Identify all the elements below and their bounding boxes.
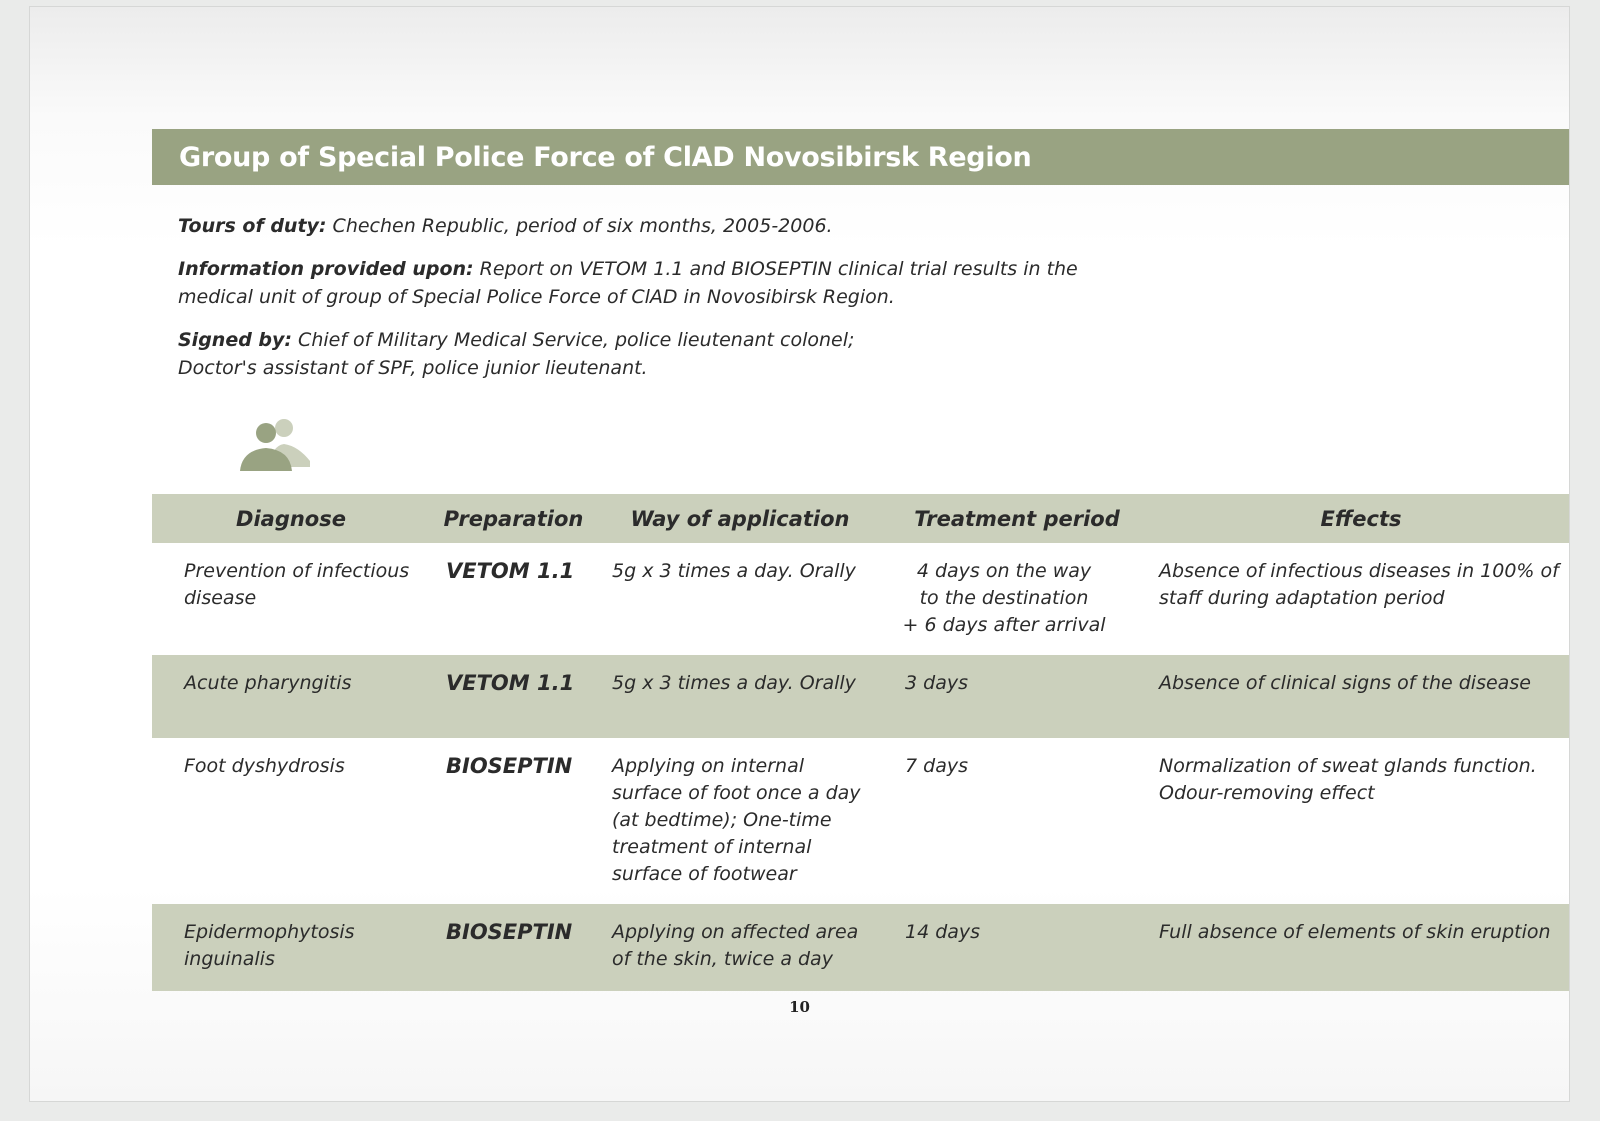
cell-way-of-application: Applying on internal surface of foot once a day (at bedtime); One-time treatment of internal surface of footwear	[612, 755, 861, 885]
cell-way-of-application: 5g x 3 times a day. Orally	[612, 560, 856, 582]
cell-treatment-period	[883, 543, 1151, 655]
period-line: + 6 days after arrival	[902, 614, 1106, 636]
cell-diagnose: Epidermophytosis inguinalis	[184, 921, 355, 970]
cell-effects: Absence of infectious diseases in 100% of staff during adaptation period	[1159, 560, 1559, 609]
info-label: Information provided upon:	[178, 258, 474, 280]
table-row	[152, 738, 1570, 904]
people-icon	[240, 415, 312, 471]
treatment-table	[152, 494, 1570, 991]
info-section	[178, 212, 1158, 397]
tours-of-duty	[178, 212, 1158, 240]
table-row	[152, 543, 1570, 655]
cell-effects: Absence of clinical signs of the disease	[1159, 672, 1531, 694]
cell-treatment-period: 3 days	[905, 672, 968, 694]
page-number: 10	[789, 998, 810, 1016]
header-treatment-period: Treatment period	[914, 506, 1120, 531]
cell-effects: Normalization of sweat glands function. Odour-removing effect	[1159, 755, 1537, 804]
signed-line-1: Chief of Military Medical Service, police lieutenant colonel;	[292, 329, 855, 351]
title-bar	[152, 129, 1570, 185]
page-title: Group of Special Police Force of ClAD Novosibirsk Region	[179, 141, 1032, 173]
tours-label: Tours of duty:	[178, 215, 327, 237]
cell-way-of-application: 5g x 3 times a day. Orally	[612, 672, 856, 694]
document-page	[29, 6, 1570, 1102]
cell-diagnose: Acute pharyngitis	[184, 672, 352, 694]
cell-diagnose: Prevention of infectious disease	[184, 560, 410, 609]
signed-by	[178, 326, 1158, 382]
cell-diagnose: Foot dyshydrosis	[184, 755, 345, 777]
table-row	[152, 904, 1570, 991]
cell-treatment-period: 14 days	[905, 921, 981, 943]
cell-preparation: BIOSEPTIN	[446, 754, 573, 778]
signed-line-2: Doctor's assistant of SPF, police junior lieutenant.	[178, 357, 648, 379]
cell-preparation: VETOM 1.1	[446, 671, 575, 695]
cell-preparation: VETOM 1.1	[446, 559, 575, 583]
period-line: to the destination	[919, 587, 1089, 609]
cell-way-of-application: Applying on affected area of the skin, twice a day	[612, 921, 859, 970]
header-way-of-application: Way of application	[630, 506, 850, 531]
tours-text: Chechen Republic, period of six months, 2005-2006.	[326, 215, 833, 237]
period-line: 4 days on the way	[916, 560, 1092, 582]
table-row	[152, 655, 1570, 738]
signed-label: Signed by:	[178, 329, 293, 351]
cell-treatment-period: 7 days	[905, 755, 968, 777]
table-header-row	[152, 494, 1570, 543]
cell-preparation: BIOSEPTIN	[446, 920, 573, 944]
cell-effects: Full absence of elements of skin eruption	[1159, 921, 1551, 943]
information-provided	[178, 255, 1158, 311]
info-text: Report on VETOM 1.1 and BIOSEPTIN clinical trial results in the medical unit of group of Special Police Force of ClAD in Novosibirsk Region.	[178, 258, 1078, 308]
header-diagnose: Diagnose	[236, 506, 346, 531]
header-effects: Effects	[1320, 506, 1402, 531]
header-preparation: Preparation	[443, 506, 584, 531]
